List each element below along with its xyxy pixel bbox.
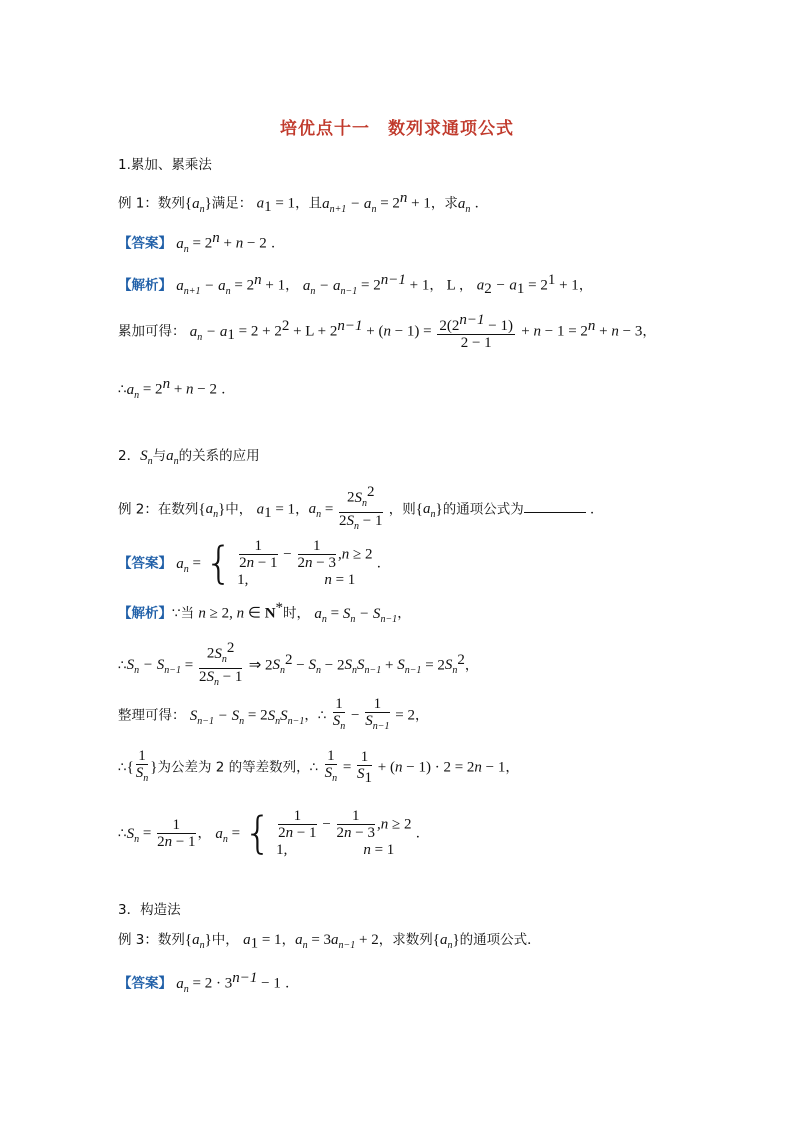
example-3-text-2: ，求数列 <box>378 932 433 948</box>
solution-1-result: $\therefore a_n = 2^n + n - 2$ ． <box>118 376 235 401</box>
answer-3: 【答案】 $a_n = 2 \cdot 3^{n-1} - 1$ ． <box>118 970 299 995</box>
piecewise-result: $\frac{1}{2n - 1}$ − $\frac{1}{2n - 3}$ ,n ≥ 2 1, n = 1 <box>276 808 412 858</box>
answer-tag-3: 【答案】 <box>118 975 172 992</box>
solution-tag-2: 【解析】 <box>118 605 172 622</box>
answer-2: 【答案】 $a_n$ = { $\frac{1}{2n - 1}$ − $\frac{1}{2n - 3}$ ,n ≥ 2 1, n = 1 ． <box>118 537 391 589</box>
example-3: 例 3：数列$\{a_n\}$中， $a_1 = 1$，$a_n = 3a_{n-1} + 2$，求数列$\{a_n\}$的通项公式． <box>118 932 541 952</box>
answer-blank <box>524 500 586 513</box>
example-2-text-3: 的通项公式为 <box>442 501 524 518</box>
example-2-fraction: $\frac{2S_n^2}{2S_n - 1}$ <box>339 484 383 532</box>
page-title: 培优点十一 数列求通项公式 <box>280 119 514 139</box>
solution-2-step-2: 整理可得： $S_{n-1} - S_n = 2S_nS_{n-1}$，∴ $\frac{1}{S_n}$ − $\frac{1}{S_{n-1}}$ = 2， <box>118 696 429 732</box>
section-1-heading: 1.累加、累乘法 <box>118 157 212 173</box>
section-3-heading: 3．构造法 <box>118 902 181 918</box>
solution-2-step-1: $\therefore S_n - S_{n-1}$ = $\frac{2S_n^2}{2S_n - 1}$ ⇒ $2S_n^2 - S_n - 2S_nS_{n-1} + S_{n-1} = 2S_n^2$， <box>118 640 479 688</box>
example-1-text-2: ，且 <box>295 195 323 212</box>
answer-1: 【答案】 $a_n = 2^n + n - 2$ ． <box>118 230 285 255</box>
example-1-text: 满足： <box>211 195 253 212</box>
answer-tag: 【答案】 <box>118 235 172 252</box>
answer-tag-2: 【答案】 <box>118 555 172 572</box>
sum-fraction: $\frac{2(2^{n-1} - 1)}{2 - 1}$ <box>439 312 513 351</box>
example-2-text: 中， <box>225 501 253 518</box>
example-3-prefix: 例 3：数列 <box>118 932 185 948</box>
solution-1: 【解析】 $a_{n+1} - a_n = 2^n + 1$， $a_n - a_{n-1} = 2^{n-1} + 1$， L ， $a_2 - a_1 = 2^1 + 1$， <box>118 272 593 298</box>
arith-text: 为公差为 2 的等差数列， <box>157 759 310 776</box>
example-3-text-3: 的通项公式． <box>459 932 541 948</box>
sort-prefix: 整理可得： <box>118 707 186 724</box>
example-1-text-3: ，求 <box>430 195 458 212</box>
solution-2-text: ∵当 <box>172 605 195 622</box>
example-1-prefix: 例 1：数列 <box>118 195 185 212</box>
example-2-prefix: 例 2：在数列 <box>118 501 199 518</box>
example-2-text-2: ，则 <box>388 501 416 518</box>
solution-2-result: $\therefore S_n$ = $\frac{1}{2n - 1}$ ， $a_n$ = { $\frac{1}{2n - 1}$ − $\frac{1}{2n - 3}$ ,n ≥ 2 1, n = 1 ． <box>118 807 430 859</box>
example-3-text: 中， <box>211 932 239 948</box>
example-2: 例 2：在数列$\{a_n\}$中， $a_1 = 1$，$a_n$ = $\frac{2S_n^2}{2S_n - 1}$ ，则$\{a_n\}$的通项公式为 ． <box>118 484 604 535</box>
solution-tag: 【解析】 <box>118 277 172 294</box>
piecewise-answer: $\frac{1}{2n - 1}$ − $\frac{1}{2n - 3}$ ,n ≥ 2 1, n = 1 <box>237 538 373 588</box>
solution-2-step-3: ∴{ $\frac{1}{S_n}$ }为公差为 2 的等差数列，∴ $\frac{1}{S_n}$ = $\frac{1}{S_1}$ + (n − 1) · 2 = 2n − 1， <box>118 748 519 786</box>
solution-1-sum: 累加可得： $a_n - a_1 = 2 + 2^2 + L + 2^{n-1} + (n - 1)$ = $\frac{2(2^{n-1} - 1)}{2 - 1}$ + $n - 1 = 2^n + n - 3$， <box>118 312 656 351</box>
section-2-heading: 2．$S_n$与$a_n$的关系的应用 <box>118 448 260 467</box>
example-1: 例 1：数列$\{a_n\}$满足： $a_1 = 1$，且$a_{n+1} - a_n = 2^n + 1$，求$a_n$ ． <box>118 190 489 216</box>
sum-prefix: 累加可得： <box>118 323 186 340</box>
solution-2: 【解析】∵当 n ≥ 2, n ∈ N*时， $a_n = S_n - S_{n-1}$， <box>118 600 411 625</box>
solution-2-text-2: 时， <box>283 605 311 622</box>
